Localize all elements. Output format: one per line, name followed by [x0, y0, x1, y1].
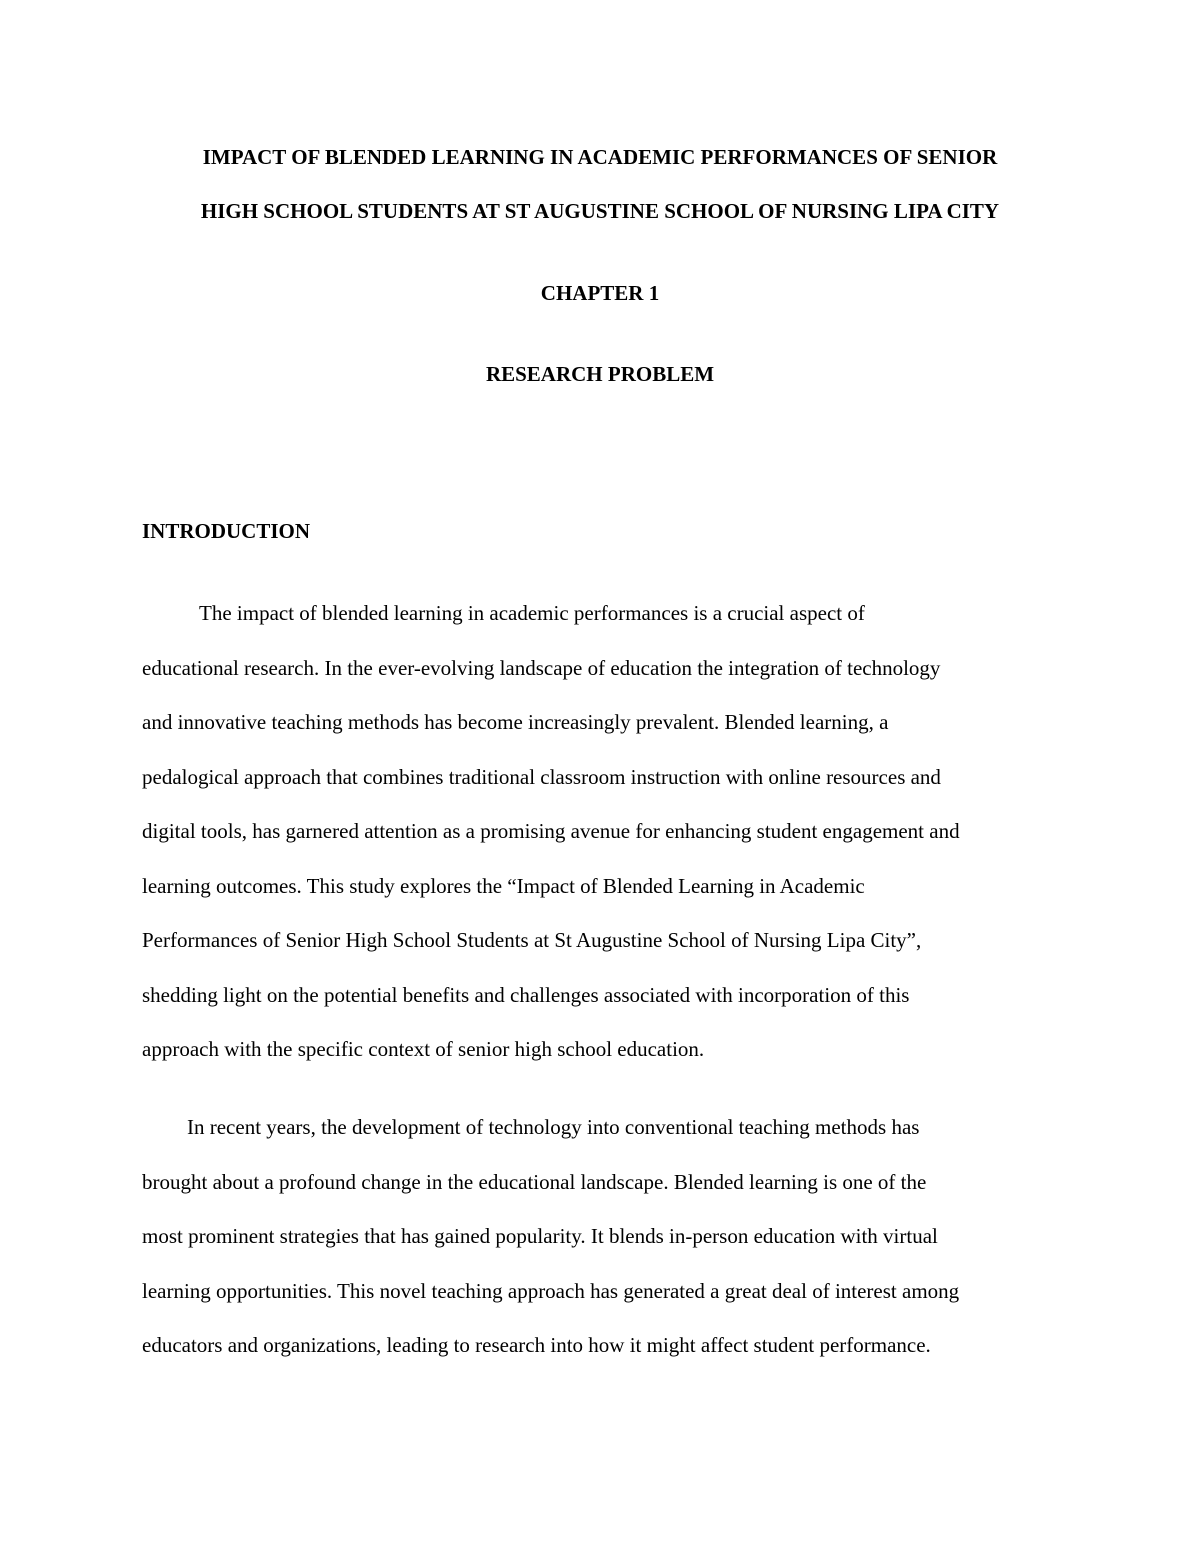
paragraph-1 [142, 600, 1067, 1091]
paragraph-line: approach with the specific context of senior high school education. [142, 1037, 705, 1061]
section-heading-introduction: INTRODUCTION [142, 519, 311, 543]
paragraph-line: In recent years, the development of technology into conventional teaching methods has [187, 1115, 920, 1139]
paragraph-line: learning opportunities. This novel teaching approach has generated a great deal of interest among [142, 1278, 960, 1303]
paragraph-line: Performances of Senior High School Students at St Augustine School of Nursing Lipa City”, [142, 928, 922, 952]
paragraph-line: most prominent strategies that has gained popularity. It blends in-person education with virtual [142, 1224, 938, 1248]
document-title-line-2: HIGH SCHOOL STUDENTS AT ST AUGUSTINE SCHOOL OF NURSING LIPA CITY [200, 199, 1000, 223]
chapter-subtitle: RESEARCH PROBLEM [485, 362, 715, 386]
paragraph-line: brought about a profound change in the educational landscape. Blended learning is one of the [142, 1169, 927, 1194]
paragraph-line: and innovative teaching methods has become increasingly prevalent. Blended learning, a [142, 710, 889, 734]
paragraph-line: educational research. In the ever-evolving landscape of education the integration of technology [142, 655, 941, 680]
document-title-line-1: IMPACT OF BLENDED LEARNING IN ACADEMIC PERFORMANCES OF SENIOR [202, 145, 998, 169]
paragraph-line: educators and organizations, leading to research into how it might affect student performance. [142, 1333, 931, 1357]
chapter-heading: CHAPTER 1 [540, 281, 660, 305]
paragraph-line: shedding light on the potential benefits and challenges associated with incorporation of this [142, 982, 910, 1007]
paragraph-2 [142, 1114, 1067, 1387]
paragraph-line: learning outcomes. This study explores the “Impact of Blended Learning in Academic [142, 873, 865, 898]
paragraph-line: digital tools, has garnered attention as a promising avenue for enhancing student engagement and [142, 819, 960, 843]
paragraph-line: The impact of blended learning in academic performances is a crucial aspect of [199, 601, 865, 625]
paragraph-line: pedalogical approach that combines traditional classroom instruction with online resources and [142, 764, 941, 789]
